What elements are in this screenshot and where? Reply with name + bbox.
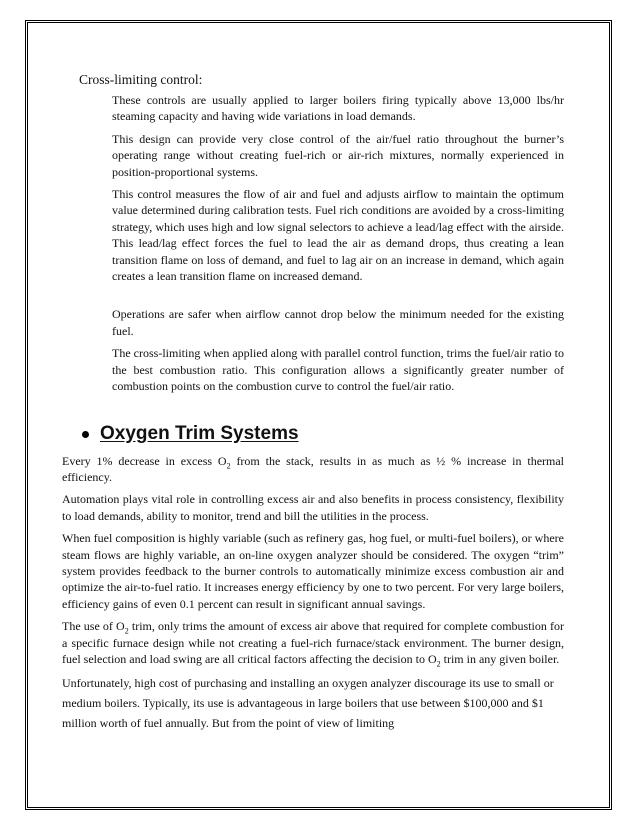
o2-subscript: 2 [226, 460, 231, 470]
cross-limiting-heading: Cross-limiting control: [79, 72, 203, 87]
bullet-icon [82, 431, 89, 438]
cross-limiting-paragraph-5: The cross-limiting when applied along with parallel control function, trims the fuel/air ratio to the best combustion ratio. This configuration allows a significantly greater number of combustion points on the combustion curve to control the fuel/air ratio. [112, 346, 564, 394]
cross-limiting-paragraph-4: Operations are safer when airflow cannot drop below the minimum needed for the existing fuel. [112, 307, 564, 338]
p4-subscript-2: 2 [436, 659, 441, 669]
cross-limiting-paragraph-3: This control measures the flow of air and fuel and adjusts airflow to maintain the optimum value determined during calibration tests. Fuel rich conditions are avoided by a cross-limiting strategy, which uses high and low signal selectors to achieve a lead/lag effect with the airside. This lead/lag effect forces the fuel to lead the air as demand drops, thus creating a lean transition flame on loss of demand, and fuel to lag air on an increase in demand, which again creates a lean transition flame on increased demand. [112, 187, 564, 284]
oxygen-trim-paragraph-3: When fuel composition is highly variable (such as refinery gas, hog fuel, or multi-fuel boilers), or where steam flows are highly variable, an on-line oxygen analyzer should be considered. The oxygen “trim” system provides feedback to the burner controls to automatically minimize excess combustion air and optimize the air-to-fuel ratio. It increases energy efficiency by one to two percent. For very large boilers, efficiency gains of even 0.1 percent can result in significant annual savings. [62, 531, 564, 611]
oxygen-trim-heading [82, 423, 564, 445]
document-body [62, 71, 564, 733]
p4-text-a: The use of O [62, 619, 125, 634]
oxygen-trim-paragraph-4 [62, 618, 564, 667]
oxygen-trim-paragraph-5: Unfortunately, high cost of purchasing and installing an oxygen analyzer discourage its use to small or medium boilers. Typically, its use is advantageous in large boilers that use between $100,000 and $1 million worth of fuel annually. But from the point of view of limiting [62, 676, 554, 731]
oxygen-trim-paragraph-1 [62, 453, 564, 486]
cross-limiting-paragraph-2: This design can provide very close control of the air/fuel ratio throughout the burner’s operating range without creating fuel-rich or air-rich mixtures, normally experienced in position-proportional systems. [112, 131, 564, 179]
oxygen-trim-title: Oxygen Trim Systems [100, 422, 299, 444]
oxygen-trim-paragraph-2: Automation plays vital role in controlling excess air and also benefits in process consistency, flexibility to load demands, ability to monitor, trend and bill the utilities in the process. [62, 492, 564, 523]
oxygen-trim-section [62, 453, 564, 734]
p4-text-c: trim in any given boiler. [440, 651, 560, 666]
cross-limiting-paragraph-1: These controls are usually applied to larger boilers firing typically above 13,000 lbs/hr steaming capacity and having wide variations in load demands. [112, 93, 564, 124]
p4-text-b: trim, only trims the amount of excess air above that required for complete combustion for a specific furnace design while not creating a fuel-rich furnace/stack environment. The burner design, fuel selection and load swing are all critical factors affecting the decision to O [62, 619, 564, 666]
o2-text-a: Every 1% decrease in excess O [62, 453, 227, 468]
p4-subscript-1: 2 [124, 626, 129, 636]
oxygen-trim-last-block [62, 673, 564, 733]
o2-text-b: from the stack, results in as much as ½ % increase in thermal efficiency. [62, 453, 565, 484]
